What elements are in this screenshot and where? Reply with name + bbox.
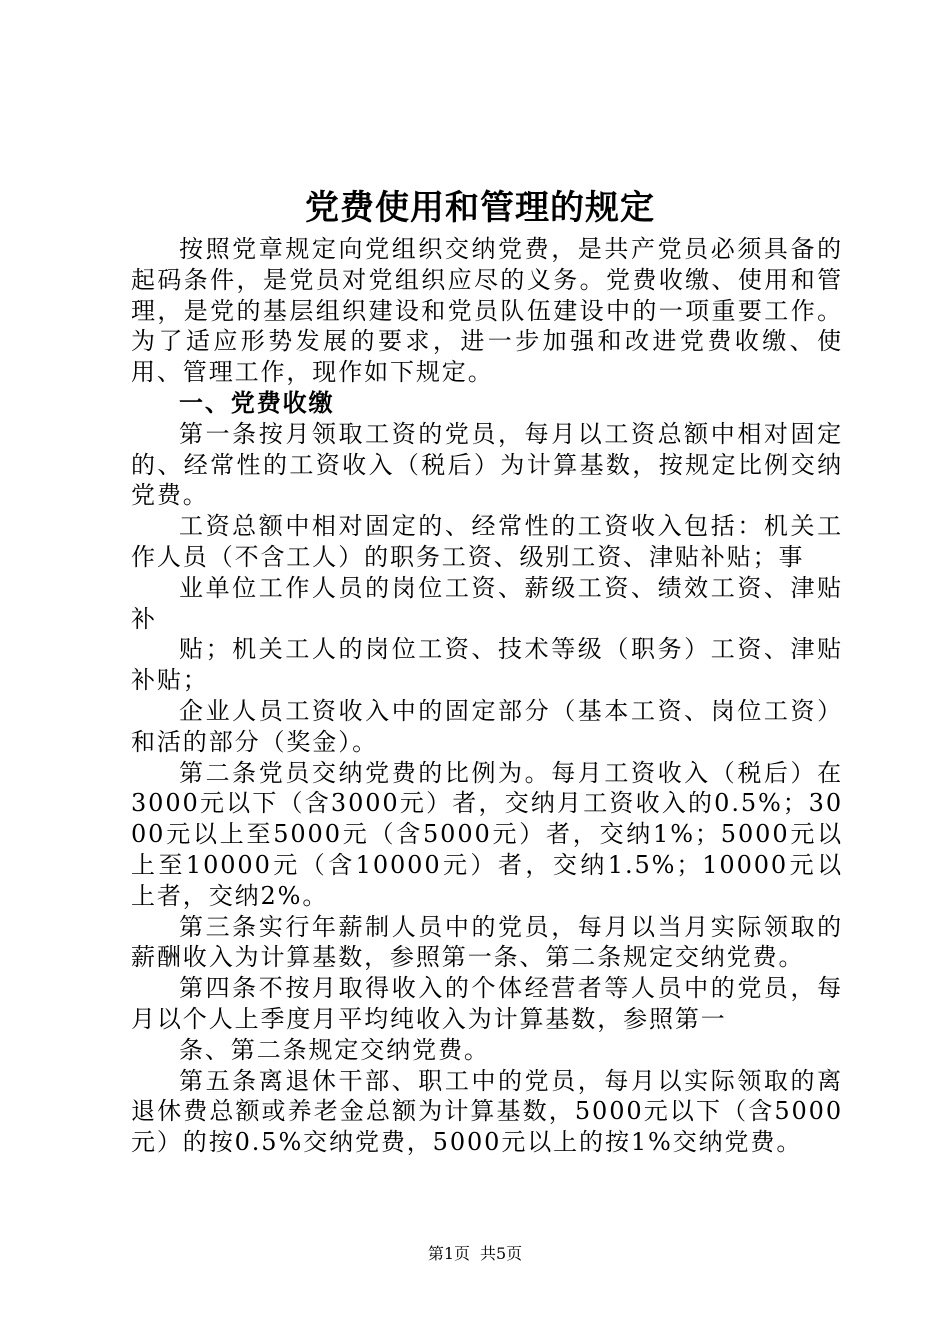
- page-total: 共5页: [480, 1244, 523, 1263]
- document-title: 党费使用和管理的规定: [305, 188, 655, 228]
- paragraph-article-4: 第四条不按月取得收入的个体经营者等人员中的党员，每月以个人上季度月平均纯收入为计算基数，参照第一: [131, 974, 843, 1033]
- paragraph-article-5: 第五条离退休干部、职工中的党员，每月以实际领取的离退休费总额或养老金总额为计算基数，5000元以下（含5000元）的按0.5%交纳党费，5000元以上的按1%交纳党费。: [131, 1066, 843, 1157]
- page-footer: [0, 1243, 950, 1265]
- paragraph-enterprise-staff: 企业人员工资收入中的固定部分（基本工资、岗位工资）和活的部分（奖金）。: [131, 696, 843, 756]
- paragraph-institution-staff: 业单位工作人员的岗位工资、薪级工资、绩效工资、津贴补: [131, 573, 843, 633]
- paragraph-article-2: 第二条党员交纳党费的比例为。每月工资收入（税后）在3000元以下（含3000元）者，交纳月工资收入的0.5%；3000元以上至5000元（含5000元）者，交纳1%；5000元以上至10000元（含10000元）者，交纳1.5%；10000元以上者，交纳2%。: [131, 758, 843, 910]
- paragraph-wage-composition: 工资总额中相对固定的、经常性的工资收入包括：机关工作人员（不含工人）的职务工资、级别工资、津贴补贴；事: [131, 512, 843, 571]
- paragraph-intro: 按照党章规定向党组织交纳党费，是共产党员必须具备的起码条件，是党员对党组织应尽的义务。党费收缴、使用和管理，是党的基层组织建设和党员队伍建设中的一项重要工作。为了适应形势发展的要求，进一步加强和改进党费收缴、使用、管理工作，现作如下规定。: [131, 235, 843, 387]
- page-number: 第1页: [427, 1244, 470, 1263]
- paragraph-article-4-cont: 条、第二条规定交纳党费。: [179, 1035, 490, 1064]
- document-body: [131, 234, 843, 1158]
- paragraph-agency-workers: 贴；机关工人的岗位工资、技术等级（职务）工资、津贴补贴；: [131, 635, 843, 695]
- paragraph-article-1: 第一条按月领取工资的党员，每月以工资总额中相对固定的、经常性的工资收入（税后）为计算基数，按规定比例交纳党费。: [131, 419, 843, 510]
- paragraph-article-3: 第三条实行年薪制人员中的党员，每月以当月实际领取的薪酬收入为计算基数，参照第一条、第二条规定交纳党费。: [131, 912, 843, 972]
- section-heading-dues-collection: 一、党费收缴: [179, 388, 335, 417]
